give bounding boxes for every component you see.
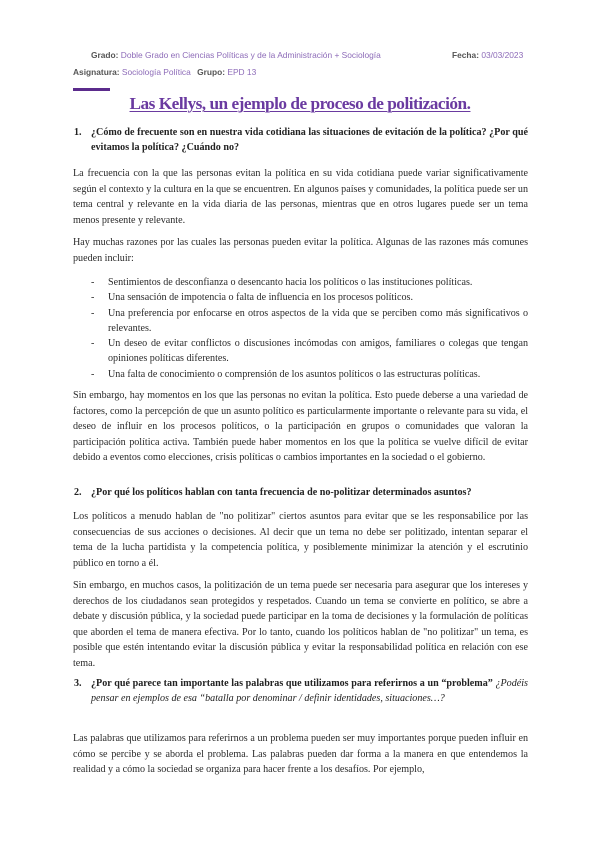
paragraph: Sin embargo, hay momentos en los que las personas no evitan la política. Esto puede deberse a una variedad de factores, como la percepción de que un asunto político es particularmente importante o relevante para su vida, el deseo de influir en los procesos políticos, o la participación en grupos o comunidades que valoran la participación política activa. También puede haber momentos en los que la política se vuelve difícil de evitar debido a eventos como elecciones, crisis políticas o cambios importantes en la sociedad o el gobierno.: [73, 390, 528, 464]
question-number: 1.: [74, 127, 82, 138]
paragraph: Los políticos a menudo hablan de "no politizar" ciertos asuntos para evitar que se les responsabilice por las consecuencias de sus acciones o decisiones. Al decir que un tema no debe ser politizado, intentan separar el tema de la lucha partidista y la competencia política, y posiblemente minimizar la atención y el escrutinio público en torno a él.: [73, 511, 528, 569]
question-1: [74, 125, 528, 155]
document-title: Las Kellys, un ejemplo de proceso de politización.: [129, 94, 471, 113]
fecha-value: 03/03/2023: [481, 50, 524, 60]
grado-label: Grado:: [91, 50, 119, 60]
grupo-label: Grupo:: [197, 67, 226, 77]
grado-line: [91, 50, 381, 60]
asignatura-line: [73, 67, 256, 77]
paragraph: Las palabras que utilizamos para referirnos a un problema pueden ser muy importantes porque pueden influir en cómo se percibe y se aborda el problema. Las palabras pueden dar forma a la manera en que entendemos la realidad y a cómo la sociedad se organiza para hacer frente a los desafíos. Por ejemplo,: [73, 733, 528, 776]
fecha-label: Fecha:: [452, 50, 479, 60]
list-item: - Un deseo de evitar conflictos o discusiones incómodas con amigos, familiares o colegas que tengan opiniones políticas diferentes.: [91, 338, 528, 365]
grado-value: Doble Grado en Ciencias Políticas y de la Administración + Sociología: [120, 50, 381, 60]
question-text: ¿Cómo de frecuente son en nuestra vida cotidiana las situaciones de evitación de la política? ¿Por qué evitamos la política? ¿Cuándo no?: [91, 127, 528, 153]
list-item: - Una falta de conocimiento o comprensión de los asuntos políticos o las estructuras políticas.: [91, 368, 481, 380]
question-3: [74, 676, 528, 706]
question-2: [74, 485, 528, 500]
question-number: 3.: [74, 678, 82, 689]
question-italic-text: ¿Podéis pensar en ejemplos de esa “batalla por denominar / definir identidades, situaciones…?: [91, 678, 528, 704]
reasons-list: [73, 275, 528, 382]
paragraph: Sin embargo, en muchos casos, la politización de un tema puede ser necesaria para asegurar que los intereses y derechos de los ciudadanos sean protegidos y respetados. Cuando un tema se convierte en político, se abre a debate y discusión pública, y la sociedad puede participar en la toma de decisiones y la formulación de políticas que aborden el tema de manera efectiva. Por lo tanto, cuando los políticos hablan de "no politizar" un tema, es posible que estén intentando evitar la discusión pública y evitar la responsabilidad política en relación con ese tema.: [73, 580, 528, 669]
question-text: ¿Por qué los políticos hablan con tanta frecuencia de no-politizar determinados asuntos?: [91, 487, 472, 498]
asignatura-label: Asignatura:: [73, 67, 120, 77]
accent-bar: [73, 88, 110, 91]
grupo-value: EPD 13: [227, 67, 257, 77]
list-item: - Una preferencia por enfocarse en otros aspectos de la vida que se perciben como más significativos o relevantes.: [91, 307, 528, 334]
list-item: - Sentimientos de desconfianza o desencanto hacia los políticos o las instituciones políticas.: [91, 277, 473, 288]
asignatura-value: Sociología Política: [121, 67, 191, 77]
paragraph: La frecuencia con la que las personas evitan la política en su vida cotidiana puede variar significativamente según el contexto y la cultura en la que se encuentren. En algunos países y comunidades, la política puede ser un tema central y relevante en la vida diaria de las personas, mientras que en otros lugares puede ser un tema menos presente y relevante.: [73, 168, 528, 226]
question-number: 2.: [74, 487, 82, 498]
question-text: ¿Por qué parece tan importante las palabras que utilizamos para referirnos a un “problema”: [91, 678, 493, 689]
paragraph: Hay muchas razones por las cuales las personas pueden evitar la política. Algunas de las razones más comunes pueden incluir:: [73, 237, 528, 264]
fecha-line: [452, 50, 523, 60]
list-item: - Una sensación de impotencia o falta de influencia en los procesos políticos.: [91, 292, 413, 304]
